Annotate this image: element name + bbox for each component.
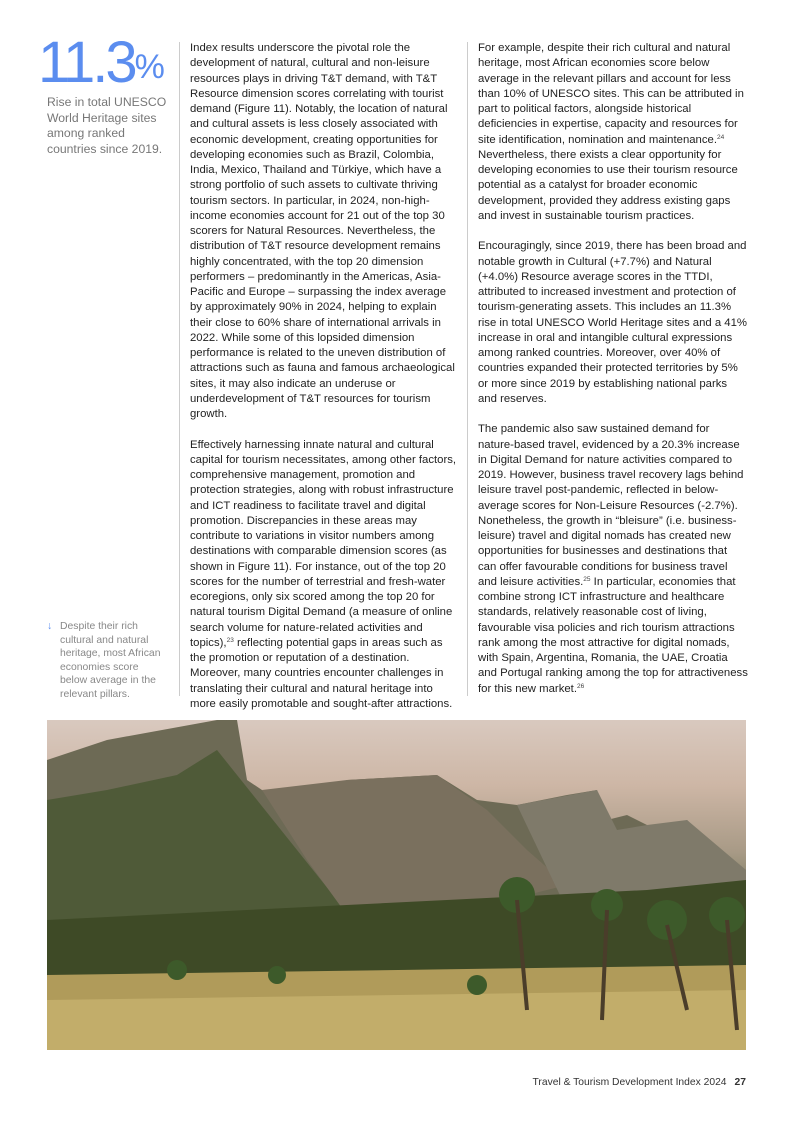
side-note-text: Despite their rich cultural and natural heritage, most African economies score below average in the relevant pillars.: [60, 621, 161, 700]
stat-unit: %: [134, 48, 165, 86]
column-divider: [467, 42, 468, 696]
footnote-ref[interactable]: 25: [583, 575, 591, 583]
paragraph: [478, 422, 748, 697]
publication-title: Travel & Tourism Development Index 2024: [532, 1077, 727, 1088]
landscape-photo: [47, 720, 746, 1050]
footnote-ref[interactable]: 23: [226, 636, 234, 644]
stat-caption: Rise in total UNESCO World Heritage sites among ranked countries since 2019.: [47, 95, 167, 156]
body-column-1: [190, 41, 460, 727]
body-column-2: [478, 41, 748, 712]
footnote-ref[interactable]: 24: [717, 133, 725, 141]
page-footer: [533, 1077, 747, 1088]
stat-value: 11.3: [38, 30, 135, 95]
page-number: 27: [734, 1077, 746, 1088]
footnote-ref[interactable]: 26: [576, 682, 585, 690]
text: reflecting potential gaps in areas such as the promotion or reputation of a destination. Moreover, many countries encounter challenges in translating their cultural and natural heritage into more easily promotable and sought-after attractions.: [190, 636, 453, 710]
column-divider: [179, 42, 180, 696]
mountain-landscape-image: [47, 720, 746, 1050]
text: For example, despite their rich cultural and natural heritage, most African economies score below average in the relevant pillars and account for less than 10% of UNESCO sites. This can be attributed in part to political factors, alongside historical deficiencies in expertise, capacity and resources for site identification, nomination and maintenance.: [478, 42, 744, 146]
paragraph: [190, 438, 460, 713]
text: The pandemic also saw sustained demand for nature-based travel, evidenced by a 20.3% increase in Digital Demand for nature activities compared to 2019. However, business travel recovery lags behind leisure travel post-pandemic, reflected in below-average scores for Non-Leisure Resources (-2.7%). Nonetheless, the growth in “bleisure” (i.e. business-leisure) travel and digital nomads has created new opportunities for businesses and destinations that can offer favourable conditions for business travel and leisure activities.: [478, 423, 744, 588]
paragraph: Index results underscore the pivotal role the development of natural, cultural and non-leisure resources plays in driving T&T demand, with T&T Resource dimension scores correlating with tourist demand (Figure 11). Notably, the location of natural and cultural assets is less closely associated with economic development, creating opportunities for developing economies such as Brazil, Colombia, India, Mexico, Thailand and Türkiye, which have a strong portfolio of such assets to cultivate thriving tourism sectors. In particular, in 2024, non-high-income economies account for 21 out of the top 30 scorers for Natural Resources. Nevertheless, the distribution of T&T resource development remains highly concentrated, with the top 20 dimension performers – predominantly in the Americas, Asia-Pacific and Europe – surpassing the index average by approximately 90% in 2024, helping to explain their close to 60% share of international arrivals in 2022. While some of this lopsided dimension performance is related to the uneven distribution of attractions such as fauna and famous archaeological sites, it may also indicate an underuse or underdevelopment of T&T resources for tourism growth.: [190, 42, 455, 420]
text: In particular, economies that combine strong ICT infrastructure and healthcare standards, relatively reasonable cost of living, favourable visa policies and rich tourism attractions rank among the most attractive for digital nomads, with Spain, Argentina, Romania, the UAE, Croatia and Portugal ranking among the top for attractiveness for this new market.: [478, 575, 748, 695]
text: Effectively harnessing innate natural and cultural capital for tourism necessitates, among other factors, comprehensive management, promotion and protection strategies, along with robust infrastructure and ICT readiness to facilitate travel and digital promotion. Discrepancies in these areas may contribute to variations in visitor numbers among destinations with comparable dimension scores (as shown in Figure 11). For instance, out of the top 20 scores for the number of terrestrial and fresh-water ecoregions, only six scored among the top 20 for natural tourism Digital Demand (a measure of online search volume for nature-related activities and topics),: [190, 438, 457, 649]
text: Nevertheless, there exists a clear opportunity for developing economies to use their tourism resource potential as a catalyst for broader economic development, provided they address existing gaps and invest in sustainable tourism practices.: [478, 148, 738, 222]
key-stat: [38, 30, 165, 95]
paragraph: Encouragingly, since 2019, there has been broad and notable growth in Cultural (+7.7%) and Natural (+4.0%) Resource average scores in the TTDI, attributed to increased investment and protection of tourism-generating assets. This includes an 11.3% rise in total UNESCO World Heritage sites and a 41% increase in oral and intangible cultural expressions among ranked countries. Moreover, over 40% of countries expanded their protected territories by 5% or more since 2019 by establishing national parks and reserves.: [478, 240, 748, 405]
arrow-down-icon: ↓: [47, 621, 53, 632]
side-note: [47, 620, 167, 702]
paragraph: [478, 41, 748, 224]
